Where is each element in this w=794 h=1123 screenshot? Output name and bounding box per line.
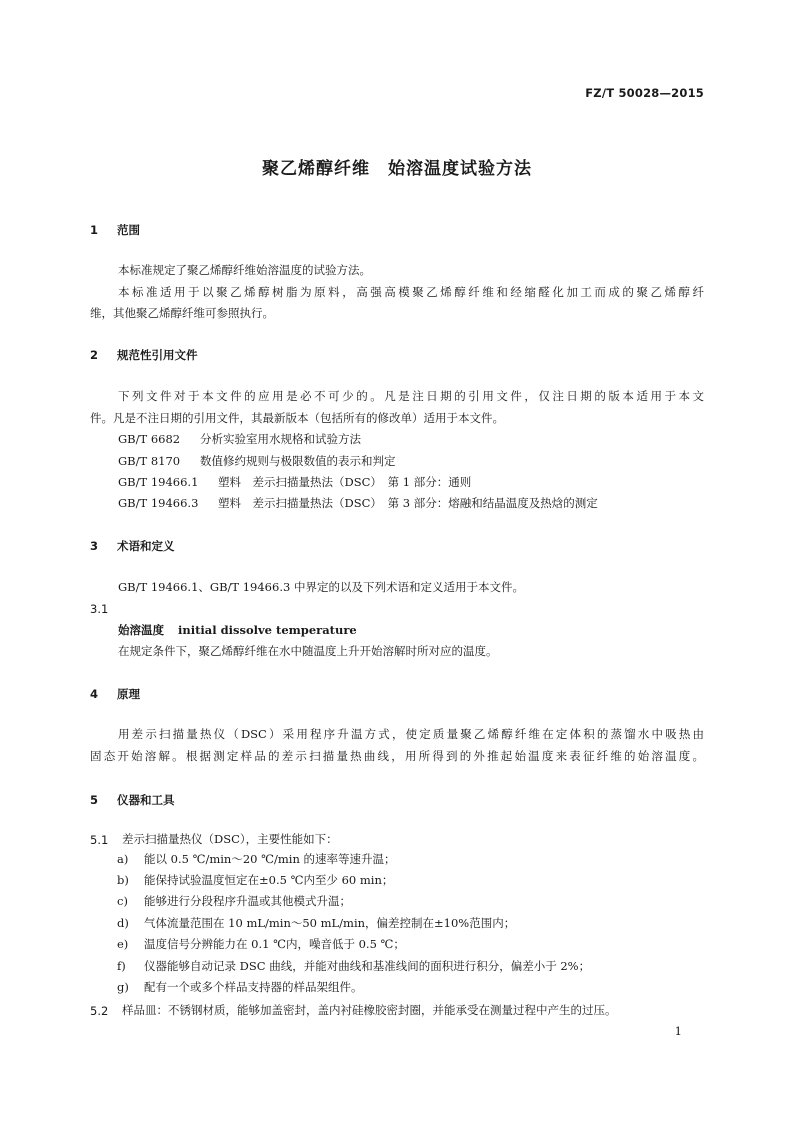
list-marker: b) [117, 873, 129, 887]
paragraph-line: 件。凡是不注日期的引用文件，其最新版本（包括所有的修改单）适用于本文件。 [90, 411, 504, 425]
section-5-heading [90, 792, 175, 808]
list-marker: d) [117, 916, 129, 930]
list-marker: e) [117, 937, 129, 951]
list-marker: f) [117, 959, 126, 973]
section-1-heading [90, 222, 140, 238]
list-marker: c) [117, 894, 128, 908]
reference-title: 数值修约规则与极限数值的表示和判定 [200, 454, 396, 468]
term-chinese: 始溶温度 [118, 623, 164, 637]
standard-code: FZ/T 50028—2015 [585, 86, 704, 100]
list-text: 能够进行分段程序升温或其他模式升温； [144, 894, 351, 908]
reference-item [118, 472, 471, 493]
reference-code: GB/T 6682 [118, 432, 181, 446]
section-title: 仪器和工具 [117, 793, 175, 807]
reference-code: GB/T 19466.3 [118, 496, 199, 510]
list-text: 温度信号分辨能力在 0.1 ℃内，噪音低于 0.5 ℃； [144, 937, 405, 951]
paragraph: 本标准规定了聚乙烯醇纤维始溶温度的试验方法。 [118, 263, 371, 277]
reference-title: 塑料 差示扫描量热法（DSC） 第 1 部分：通则 [218, 475, 472, 489]
subclause-text: 差示扫描量热仪（DSC），主要性能如下： [122, 832, 338, 846]
section-2-heading [90, 347, 198, 363]
reference-title: 塑料 差示扫描量热法（DSC） 第 3 部分：熔融和结晶温度及热焓的测定 [218, 496, 598, 510]
reference-item [118, 429, 361, 450]
list-item [117, 915, 515, 931]
paragraph-line: 用差示扫描量热仪（DSC）采用程序升温方式，使定质量聚乙烯醇纤维在定体积的蒸馏水中吸热由 [118, 727, 704, 741]
list-text: 能以 0.5 ℃/min～20 ℃/min 的速率等速升温； [144, 852, 396, 866]
list-item [117, 893, 351, 909]
paragraph: GB/T 19466.1、GB/T 19466.3 中界定的以及下列术语和定义适用于本文件。 [118, 580, 524, 594]
list-item [117, 958, 590, 974]
section-number: 5 [90, 793, 99, 807]
paragraph-line: 本标准适用于以聚乙烯醇树脂为原料，高强高模聚乙烯醇纤维和经缩醛化加工而成的聚乙烯醇纤 [118, 285, 704, 299]
section-title: 术语和定义 [117, 539, 175, 553]
subclause-text: 样品皿：不锈钢材质，能够加盖密封，盖内衬硅橡胶密封圈，并能承受在测量过程中产生的过压。 [122, 1003, 617, 1017]
section-number: 2 [90, 348, 99, 362]
list-item [117, 872, 393, 888]
term-entry [118, 620, 357, 641]
section-number: 3 [90, 539, 99, 553]
reference-code: GB/T 8170 [118, 454, 181, 468]
list-text: 配有一个或多个样品支持器的样品架组件。 [144, 980, 363, 994]
paragraph-line: 固态开始溶解。根据测定样品的差示扫描量热曲线，用所得到的外推起始温度来表征纤维的始溶温度。 [90, 749, 704, 763]
paragraph-line: 维，其他聚乙烯醇纤维可参照执行。 [90, 306, 274, 320]
section-title: 规范性引用文件 [117, 348, 198, 362]
term-definition: 在规定条件下，聚乙烯醇纤维在水中随温度上升开始溶解时所对应的温度。 [118, 644, 498, 658]
list-marker: a) [117, 852, 129, 866]
list-item [117, 979, 363, 995]
section-title: 范围 [117, 223, 140, 237]
section-title: 原理 [117, 687, 140, 701]
section-number: 1 [90, 223, 99, 237]
list-item [117, 936, 405, 952]
section-4-heading [90, 686, 140, 702]
list-text: 仪器能够自动记录 DSC 曲线，并能对曲线和基准线间的面积进行积分，偏差小于 2%； [144, 959, 591, 973]
page-number: 1 [674, 1024, 682, 1038]
subclause-number: 5.2 [90, 1004, 109, 1018]
subclause-number: 5.1 [90, 833, 109, 847]
term-english: initial dissolve temperature [178, 623, 357, 637]
reference-title: 分析实验室用水规格和试验方法 [200, 432, 361, 446]
list-text: 气体流量范围在 10 mL/min～50 mL/min，偏差控制在±10%范围内； [144, 916, 516, 930]
document-title: 聚乙烯醇纤维 始溶温度试验方法 [262, 159, 532, 179]
section-number: 4 [90, 687, 99, 701]
list-marker: g) [117, 980, 129, 994]
list-text: 能保持试验温度恒定在±0.5 ℃内至少 60 min； [144, 873, 394, 887]
subclause-number: 3.1 [90, 602, 109, 616]
reference-item [118, 451, 396, 472]
section-3-heading [90, 538, 175, 554]
paragraph-line: 下列文件对于本文件的应用是必不可少的。凡是注日期的引用文件，仅注日期的版本适用于本文 [118, 389, 704, 403]
list-item [117, 851, 396, 867]
reference-code: GB/T 19466.1 [118, 475, 199, 489]
reference-item [118, 493, 598, 514]
